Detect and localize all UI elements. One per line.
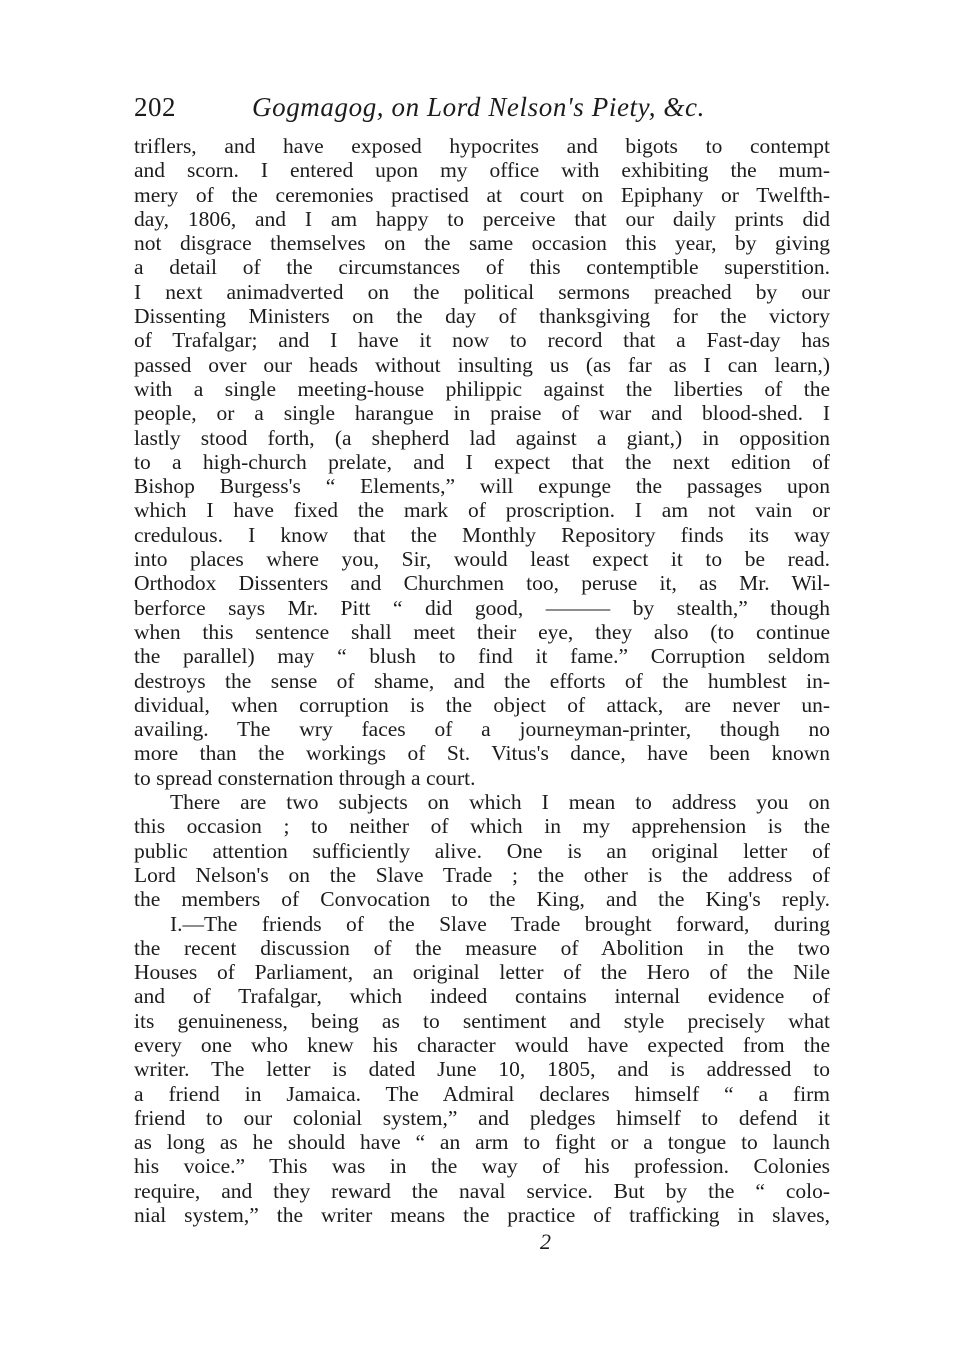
text-line: public attention sufficiently alive. One is an original letter of xyxy=(134,838,830,863)
text-line: credulous. I know that the Monthly Repository finds its way xyxy=(134,522,830,547)
text-line: a detail of the circumstances of this contemptible superstition. xyxy=(134,255,830,280)
text-line: and scorn. I entered upon my office with exhibiting the mum- xyxy=(134,158,830,183)
text-line: to a high-church prelate, and I expect that the next edition of xyxy=(134,449,830,474)
page-number: 202 xyxy=(134,92,176,122)
text-line: of Trafalgar; and I have it now to record that a Fast-day has xyxy=(134,328,830,353)
signature-mark: 2 xyxy=(540,1229,551,1254)
text-line: availing. The wry faces of a journeyman-printer, though no xyxy=(134,717,830,742)
text-line: mery of the ceremonies practised at court on Epiphany or Twelfth- xyxy=(134,182,830,207)
text-line: lastly stood forth, (a shepherd lad against a giant,) in opposition xyxy=(134,425,830,450)
text-line: his voice.” This was in the way of his profession. Colonies xyxy=(134,1154,830,1179)
text-line: which I have fixed the mark of proscription. I am not vain or xyxy=(134,498,830,523)
text-line: writer. The letter is dated June 10, 1805, and is addressed to xyxy=(134,1057,830,1082)
text-line: dividual, when corruption is the object of attack, are never un- xyxy=(134,692,830,717)
text-line: require, and they reward the naval service. But by the “ colo- xyxy=(134,1178,830,1203)
text-line: nial system,” the writer means the practice of trafficking in slaves, xyxy=(134,1203,830,1228)
text-line: more than the workings of St. Vitus's dance, have been known xyxy=(134,741,830,766)
text-line: a friend in Jamaica. The Admiral declares himself “ a firm xyxy=(134,1081,830,1106)
text-line: destroys the sense of shame, and the efforts of the humblest in- xyxy=(134,668,830,693)
text-line: to spread consternation through a court. xyxy=(134,765,476,790)
page-header xyxy=(134,92,834,132)
text-line: passed over our heads without insulting us (as far as I can learn,) xyxy=(134,352,830,377)
text-line: people, or a single harangue in praise of war and blood-shed. I xyxy=(134,401,830,426)
text-line: every one who knew his character would have expected from the xyxy=(134,1032,830,1057)
text-line: not disgrace themselves on the same occasion this year, by giving xyxy=(134,231,830,256)
text-line: Dissenting Ministers on the day of thanksgiving for the victory xyxy=(134,304,830,329)
body-text xyxy=(134,134,830,1227)
text-line: berforce says Mr. Pitt “ did good, ——— by stealth,” though xyxy=(134,595,830,620)
text-line: Orthodox Dissenters and Churchmen too, peruse it, as Mr. Wil- xyxy=(134,571,830,596)
text-line: and of Trafalgar, which indeed contains internal evidence of xyxy=(134,984,830,1009)
text-line: There are two subjects on which I mean to address you on xyxy=(170,790,830,815)
text-line: I next animadverted on the political sermons preached by our xyxy=(134,279,830,304)
text-line: Lord Nelson's on the Slave Trade ; the other is the address of xyxy=(134,862,830,887)
text-line: with a single meeting-house philippic against the liberties of the xyxy=(134,376,830,401)
text-line: this occasion ; to neither of which in my apprehension is the xyxy=(134,814,830,839)
text-line: Bishop Burgess's “ Elements,” will expunge the passages upon xyxy=(134,474,830,499)
text-line: the parallel) may “ blush to find it fame.” Corruption seldom xyxy=(134,644,830,669)
text-line: when this sentence shall meet their eye, they also (to continue xyxy=(134,619,830,644)
text-line: the members of Convocation to the King, and the King's reply. xyxy=(134,887,830,912)
text-line: day, 1806, and I am happy to perceive that our daily prints did xyxy=(134,206,830,231)
text-line: friend to our colonial system,” and pledges himself to defend it xyxy=(134,1105,830,1130)
text-line: the recent discussion of the measure of Abolition in the two xyxy=(134,935,830,960)
text-line: into places where you, Sir, would least expect it to be read. xyxy=(134,547,830,572)
text-line: its genuineness, being as to sentiment and style precisely what xyxy=(134,1008,830,1033)
text-line: Houses of Parliament, an original letter of the Hero of the Nile xyxy=(134,960,830,985)
running-head: Gogmagog, on Lord Nelson's Piety, &c. xyxy=(252,92,705,122)
text-line: triflers, and have exposed hypocrites and bigots to contempt xyxy=(134,134,830,158)
text-line: I.—The friends of the Slave Trade brought forward, during xyxy=(170,911,830,936)
text-line: as long as he should have “ an arm to fight or a tongue to launch xyxy=(134,1130,830,1155)
